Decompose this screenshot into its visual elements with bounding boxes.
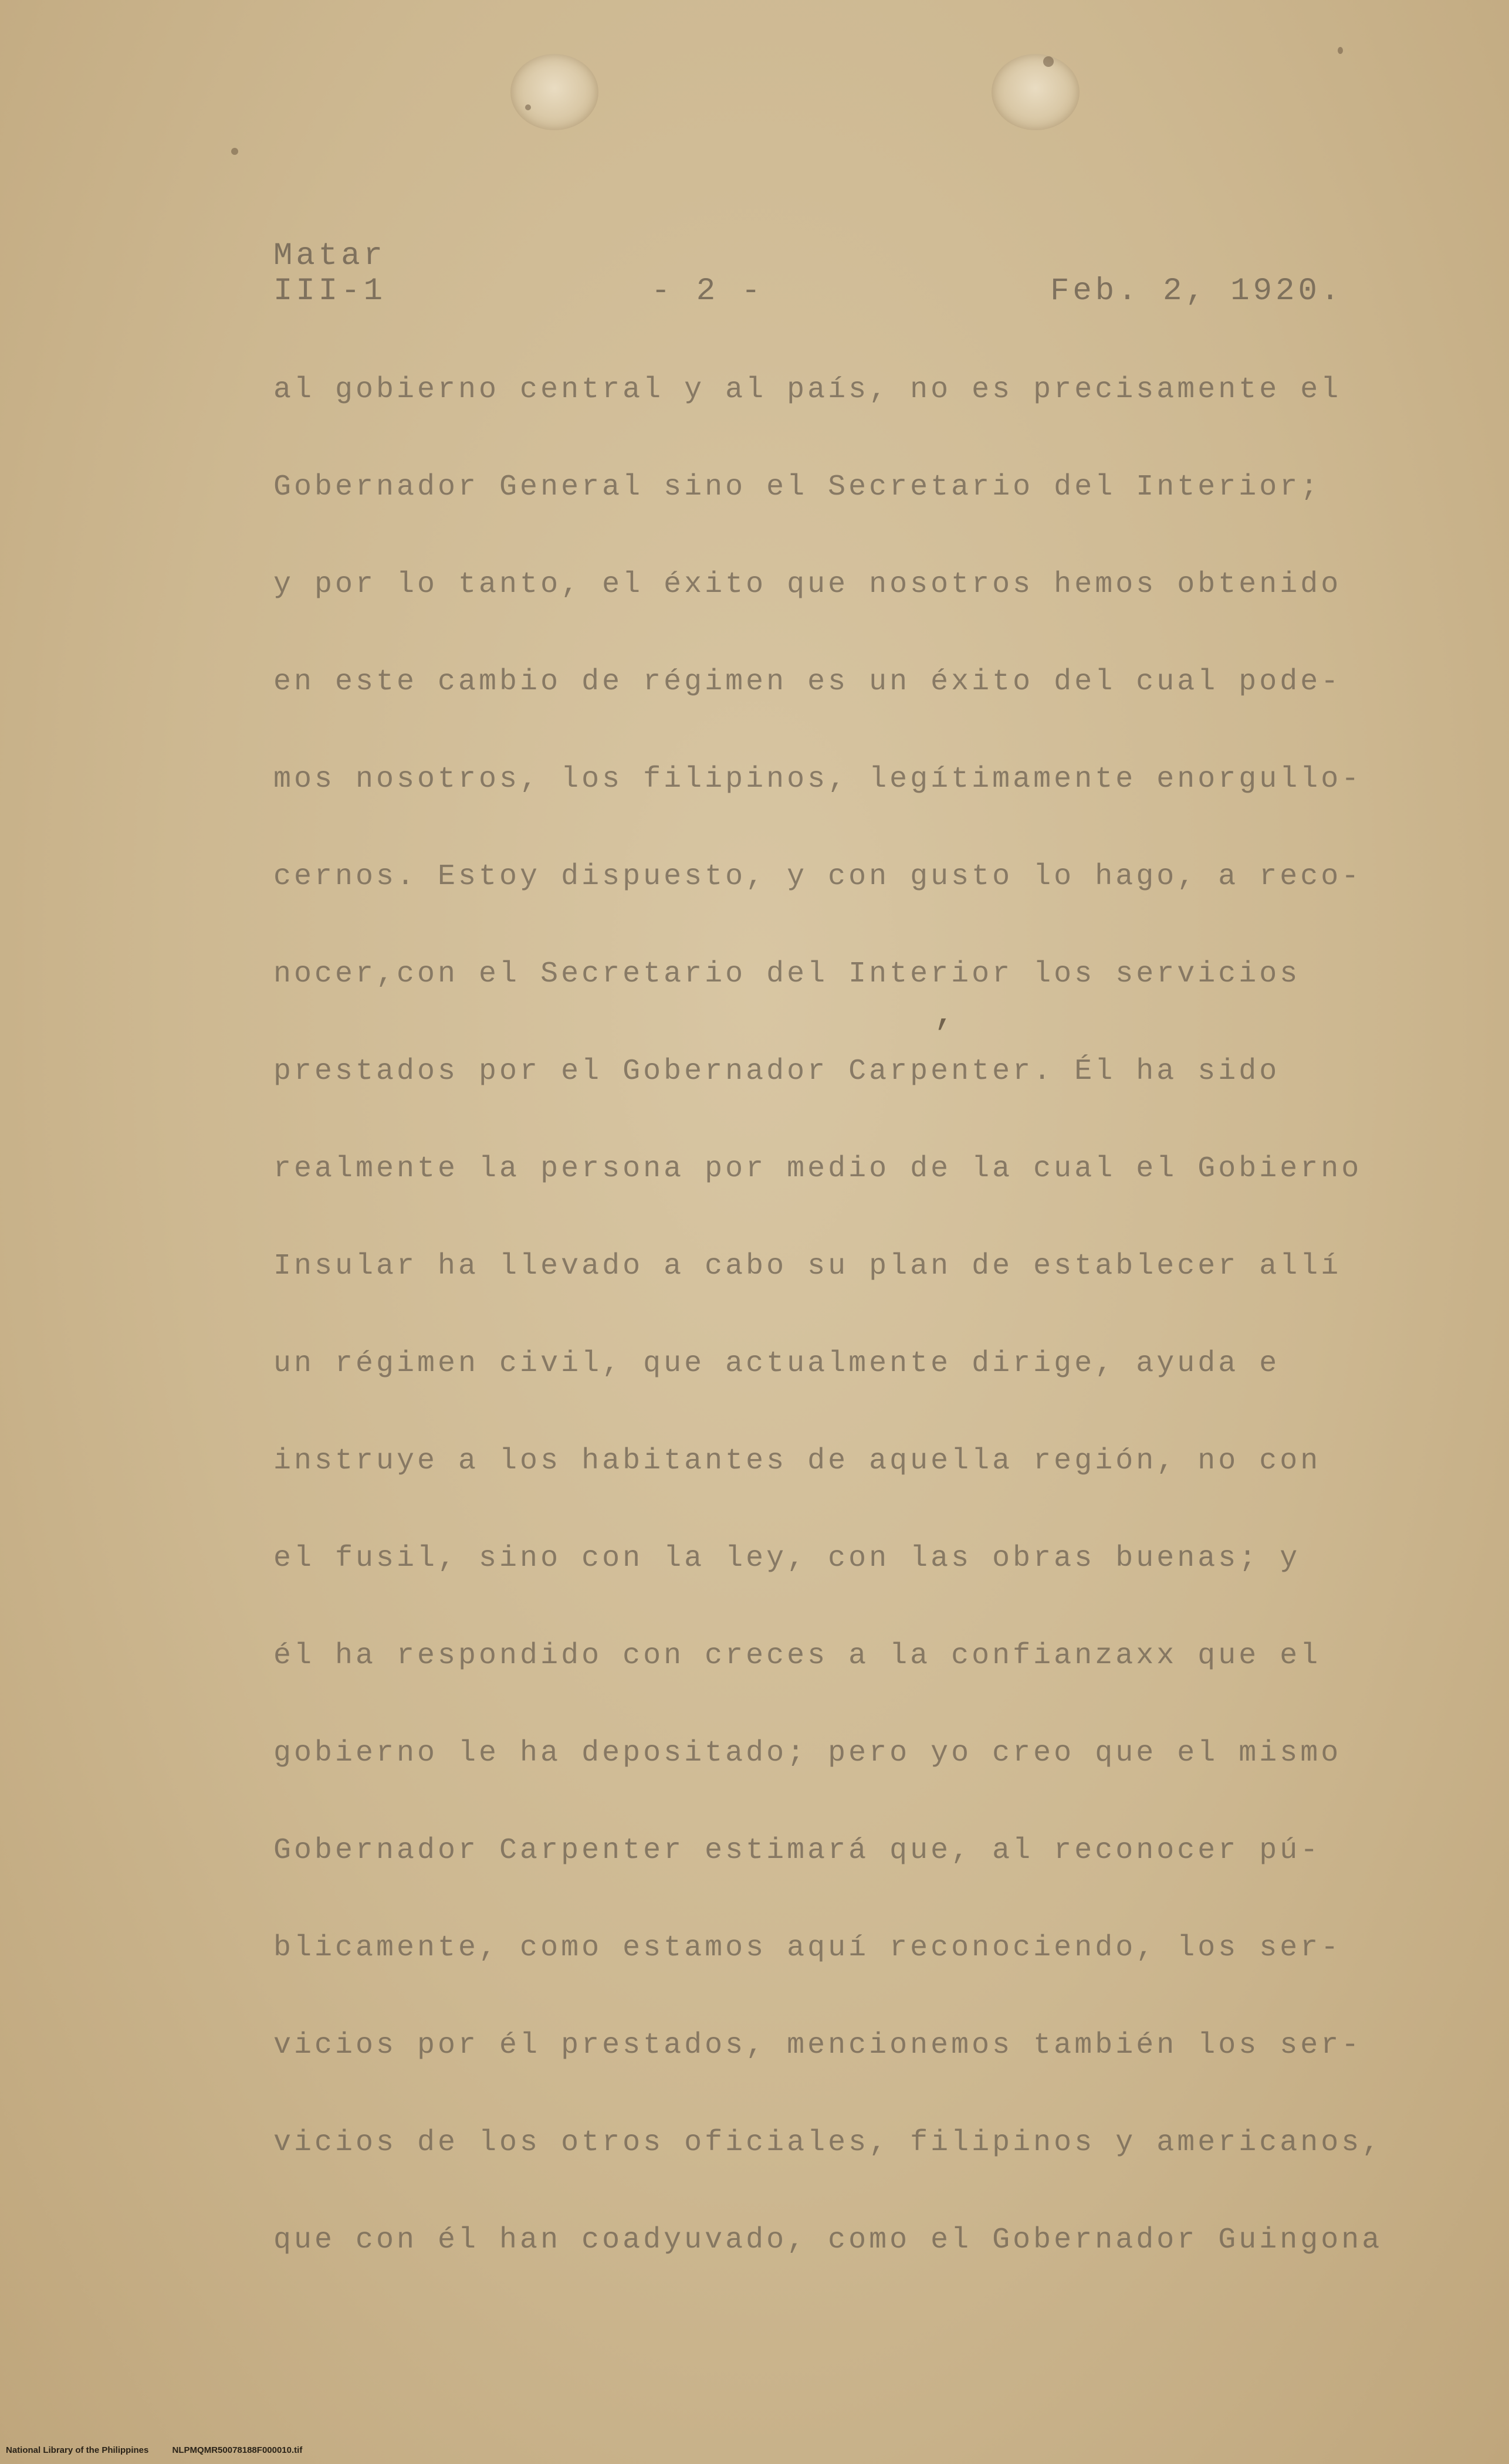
text-line: blicamente, como estamos aquí reconociendo, los ser- bbox=[273, 1931, 1342, 1965]
footer-file-id: NLPMQMR50078188F000010.tif bbox=[172, 2445, 303, 2455]
text-line: nocer,con el Secretario del Interior los servicios bbox=[273, 957, 1301, 991]
text-line: él ha respondido con creces a la confianzaxx que el bbox=[273, 1639, 1321, 1673]
header-ref: III-1 bbox=[273, 273, 387, 309]
text-line: Gobernador General sino el Secretario del Interior; bbox=[273, 471, 1321, 504]
text-line: realmente la persona por medio de la cual el Gobierno bbox=[273, 1152, 1362, 1186]
text-line: vicios por él prestados, mencionemos también los ser- bbox=[273, 2029, 1362, 2062]
text-line: que con él han coadyuvado, como el Gobernador Guingona bbox=[273, 2223, 1383, 2257]
ink-spot bbox=[525, 104, 531, 110]
footer-library: National Library of the Philippines bbox=[6, 2445, 149, 2455]
text-line: instruye a los habitantes de aquella región, no con bbox=[273, 1444, 1321, 1478]
text-line: Insular ha llevado a cabo su plan de establecer allí bbox=[273, 1250, 1342, 1283]
text-line: Gobernador Carpenter estimará que, al reconocer pú- bbox=[273, 1834, 1321, 1867]
text-line: cernos. Estoy dispuesto, y con gusto lo hago, a reco- bbox=[273, 860, 1362, 893]
page-number: - 2 - bbox=[651, 273, 764, 309]
ink-spot bbox=[231, 148, 238, 155]
ink-spot bbox=[1043, 56, 1054, 67]
archive-footer bbox=[6, 2445, 323, 2455]
ink-spot bbox=[1338, 47, 1343, 54]
text-line: vicios de los otros oficiales, filipinos y americanos, bbox=[273, 2126, 1383, 2160]
text-line: en este cambio de régimen es un éxito del cual pode- bbox=[273, 665, 1342, 699]
header-date: Feb. 2, 1920. bbox=[1050, 273, 1344, 309]
text-line: un régimen civil, que actualmente dirige, ayuda e bbox=[273, 1347, 1280, 1380]
text-line: mos nosotros, los filipinos, legítimamente enorgullo- bbox=[273, 763, 1362, 796]
text-line: prestados por el Gobernador Carpenter. Él ha sido bbox=[273, 1055, 1280, 1088]
punch-hole-left bbox=[510, 54, 598, 130]
text-line: el fusil, sino con la ley, con las obras buenas; y bbox=[273, 1542, 1301, 1575]
text-line: gobierno le ha depositado; pero yo creo que el mismo bbox=[273, 1737, 1342, 1770]
text-line: y por lo tanto, el éxito que nosotros hemos obtenido bbox=[273, 568, 1342, 601]
handwritten-comma-mark: , bbox=[934, 995, 956, 1035]
text-line: al gobierno central y al país, no es precisamente el bbox=[273, 373, 1342, 407]
header-name: Matar bbox=[273, 238, 387, 274]
punch-hole-right bbox=[992, 54, 1080, 130]
